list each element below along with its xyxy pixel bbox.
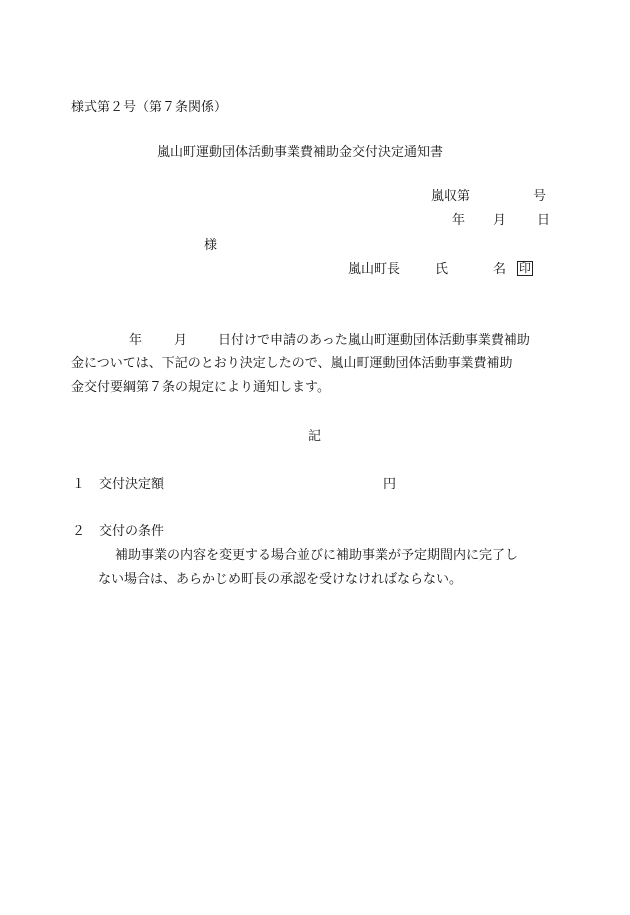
- issuer-name-family-label: 氏: [435, 262, 449, 277]
- form-number: 様式第２号（第７条関係）: [71, 100, 228, 115]
- issuer-title: 嵐山町長: [348, 262, 401, 277]
- body-line-1-text: 日付けで申請のあった嵐山町運動団体活動事業費補助: [218, 333, 530, 348]
- item-2-text-line-1: 補助事業の内容を変更する場合並びに補助事業が予定期間内に完了し: [115, 548, 519, 563]
- item-2-label: 交付の条件: [99, 524, 165, 539]
- date-year-label: 年: [452, 213, 466, 228]
- reference-number-suffix: 号: [533, 189, 547, 204]
- item-1-number: １: [72, 477, 86, 492]
- date-month-label: 月: [493, 213, 507, 228]
- ki-heading: 記: [308, 429, 322, 444]
- recipient-honorific: 様: [204, 238, 218, 253]
- seal-mark: 印: [519, 261, 532, 275]
- body-paragraph-line-3: 金交付要綱第７条の規定により通知します。: [71, 380, 330, 395]
- item-2-number: ２: [72, 524, 86, 539]
- issuer-name-given-label: 名: [493, 262, 507, 277]
- item-1-label: 交付決定額: [99, 477, 165, 492]
- reference-number-label: 嵐収第: [431, 189, 471, 204]
- body-paragraph-line-2: 金については、下記のとおり決定したので、嵐山町運動団体活動事業費補助: [71, 356, 513, 371]
- body-year-label: 年: [129, 333, 143, 348]
- body-month-label: 月: [174, 333, 188, 348]
- item-2-text-line-2: ない場合は、あらかじめ町長の承認を受けなければならない。: [98, 572, 463, 587]
- item-1-unit: 円: [383, 477, 397, 492]
- date-day-label: 日: [537, 213, 551, 228]
- document-title: 嵐山町運動団体活動事業費補助金交付決定通知書: [157, 145, 444, 160]
